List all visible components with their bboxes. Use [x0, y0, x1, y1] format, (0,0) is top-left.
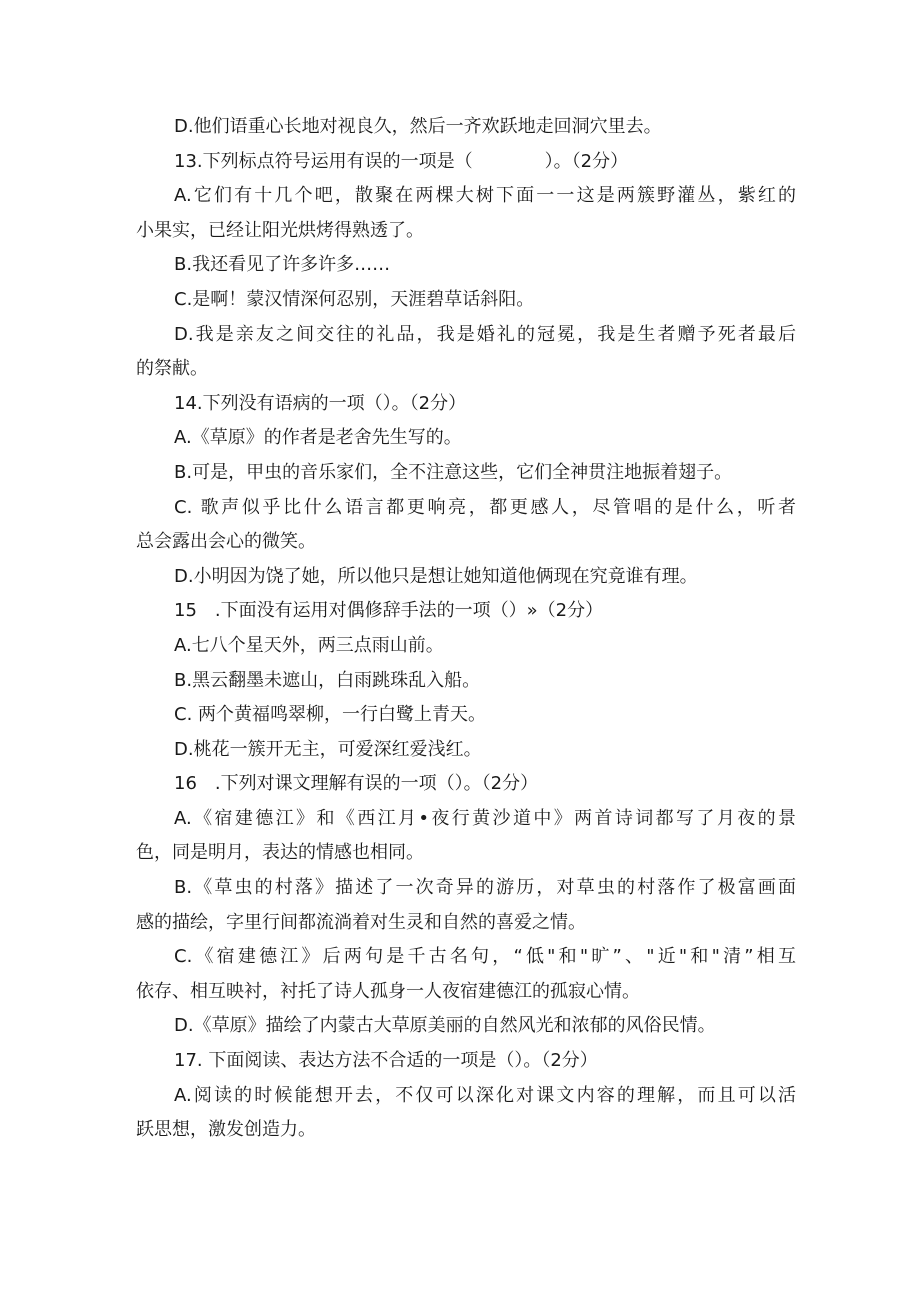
- q13-stem: 13.下列标点符号运用有误的一项是（ ）。（2分）: [174, 150, 629, 172]
- document-page: [136, 110, 796, 1148]
- q15-option-c: C. 两个黄福鸣翠柳，一行白鹭上青天。: [174, 704, 487, 726]
- q13-option-a-line1: A.它们有十几个吧，散聚在两棵大树下面一一这是两簇野灌丛，紫红的: [174, 185, 796, 207]
- q15-stem: 15 .下面没有运用对偶修辞手法的一项（）»（2分）: [174, 600, 604, 622]
- q15-option-b: B.黑云翻墨未遮山，白雨跳珠乱入船。: [174, 669, 481, 691]
- q14-option-a: A.《草原》的作者是老舍先生写的。: [174, 427, 462, 449]
- q16-option-c-line1: C.《宿建德江》后两句是千古名句，“低"和"旷”、"近"和"清”相互: [174, 946, 796, 968]
- q14-option-b: B.可是，甲虫的音乐家们，全不注意这些，它们全神贯注地振着翅子。: [174, 461, 733, 483]
- q16-option-a-line2: 色，同是明月，表达的情感也相同。: [136, 842, 424, 864]
- q16-stem: 16 .下列对课文理解有误的一项（）。（2分）: [174, 773, 539, 795]
- q13-option-d-line1: D.我是亲友之间交往的礼品，我是婚礼的冠冕，我是生者赠予死者最后: [174, 323, 796, 345]
- q12-option-d: D.他们语重心长地对视良久，然后一齐欢跃地走回洞穴里去。: [174, 116, 662, 137]
- q17-option-a-line2: 跃思想，激发创造力。: [136, 1119, 316, 1141]
- q16-option-b-line1: B.《草虫的村落》描述了一次奇异的游历，对草虫的村落作了极富画面: [174, 877, 796, 899]
- q13-option-b: B.我还看见了许多许多……: [174, 254, 391, 276]
- q14-option-d: D.小明因为饶了她，所以他只是想让她知道他俩现在究竟谁有理。: [174, 565, 698, 587]
- q17-option-a-line1: A.阅读的时候能想开去，不仅可以深化对课文内容的理解，而且可以活: [174, 1084, 796, 1106]
- q15-option-d: D.桃花一簇开无主，可爱深红爱浅红。: [174, 738, 482, 760]
- q13-option-a-line2: 小果实，已经让阳光烘烤得熟透了。: [136, 219, 424, 241]
- q15-option-a: A.七八个星天外，两三点雨山前。: [174, 634, 444, 656]
- q13-option-d-line2: 的祭献。: [136, 358, 208, 380]
- q16-option-a-line1: A.《宿建德江》和《西江月•夜行黄沙道中》两首诗词都写了月夜的景: [174, 807, 796, 829]
- q17-stem: 17. 下面阅读、表达方法不合适的一项是（）。（2分）: [174, 1050, 598, 1072]
- q14-option-c-line2: 总会露出会心的微笑。: [136, 531, 316, 553]
- q14-option-c-line1: C. 歌声似乎比什么语言都更响亮，都更感人，尽管唱的是什么，听者: [174, 496, 796, 518]
- q16-option-b-line2: 感的描绘，字里行间都流淌着对生灵和自然的喜爱之情。: [136, 911, 586, 933]
- q14-stem: 14.下列没有语病的一项（）。（2分）: [174, 392, 467, 414]
- q16-option-c-line2: 依存、相互映衬，衬托了诗人孤身一人夜宿建德江的孤寂心情。: [136, 980, 640, 1002]
- q16-option-d: D.《草原》描绘了内蒙古大草原美丽的自然风光和浓郁的风俗民情。: [174, 1015, 716, 1037]
- q13-option-c: C.是啊！蒙汉情深何忍别，天涯碧草话斜阳。: [174, 288, 535, 310]
